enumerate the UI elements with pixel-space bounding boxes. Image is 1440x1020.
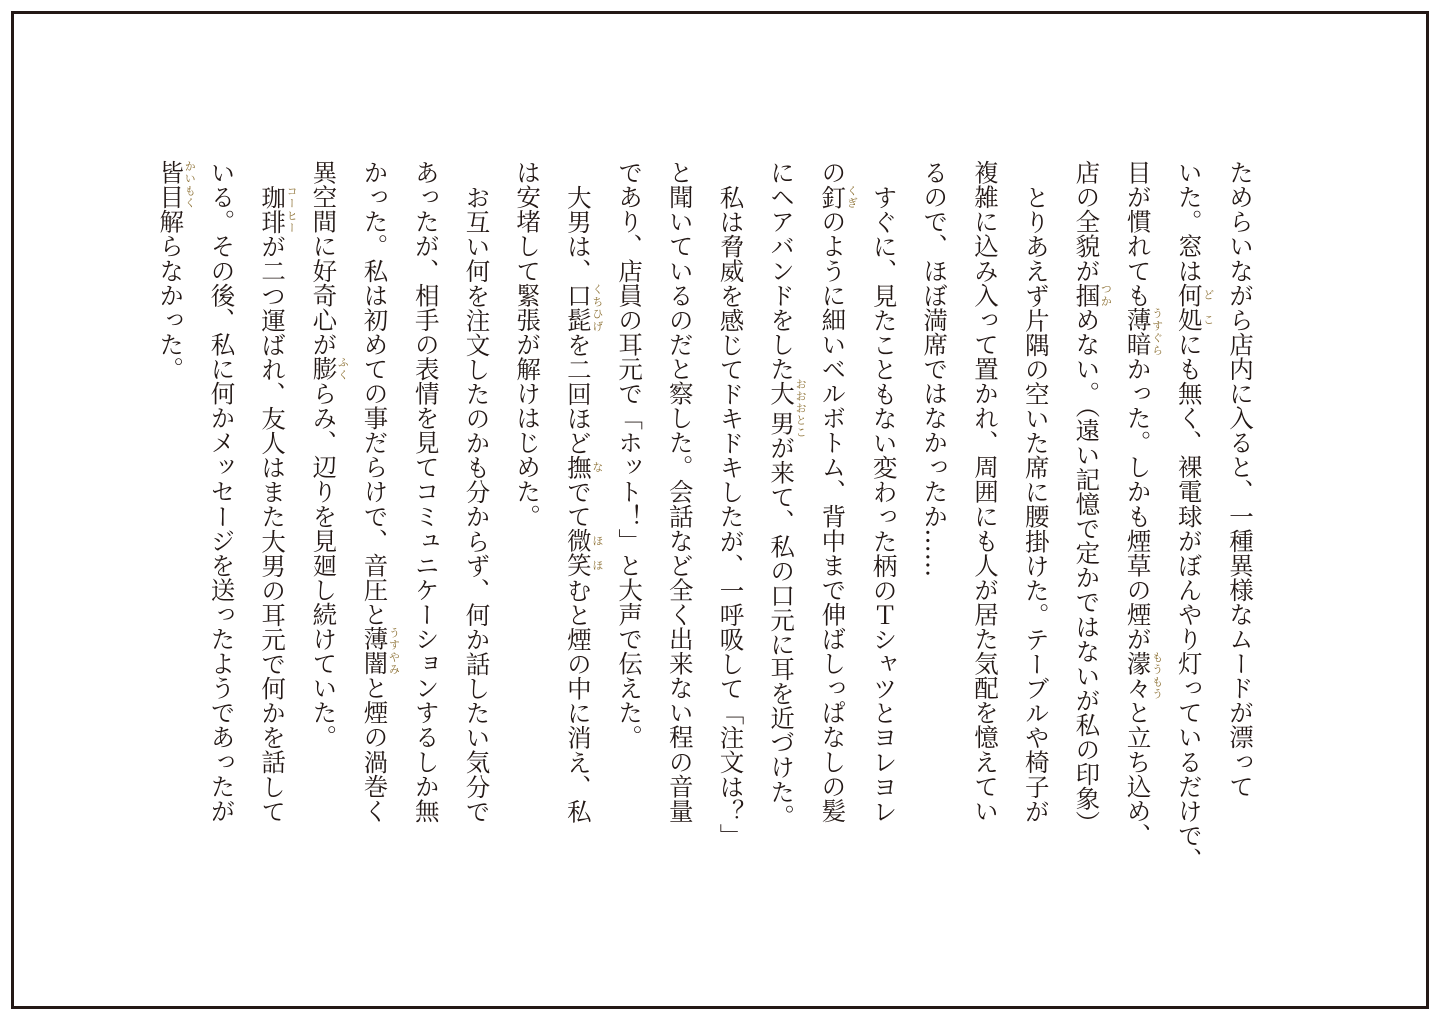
ruby-reading: くぎ	[845, 184, 859, 210]
text-segment: らみ、辺りを見廻し続けていた。	[309, 380, 339, 750]
vertical-text-body	[145, 160, 1265, 895]
text-segment: 目が慣れても	[1123, 160, 1153, 308]
ruby-word	[1072, 282, 1113, 308]
text-segment: いる。その後、私に何かメッセージを送ったようであったが	[207, 160, 237, 823]
ruby-reading: な	[590, 454, 604, 480]
ruby-word	[563, 454, 604, 480]
text-line	[807, 160, 858, 895]
text-segment: の	[818, 160, 848, 185]
text-line	[603, 160, 654, 895]
ruby-base: 口髭	[563, 282, 593, 332]
text-segment: お互い何を注文したのかも分からず、何か話したい気分で	[462, 184, 492, 823]
text-line	[400, 160, 451, 895]
ruby-word	[818, 184, 859, 210]
text-segment: であり、店員の耳元で「ホット！」と大声で伝えた。	[615, 160, 645, 750]
text-segment: かった。私は初めての事だらけで、音圧と	[360, 160, 390, 627]
ruby-base: 薄闇	[360, 626, 390, 676]
text-line	[755, 160, 806, 895]
text-segment: と聞いているのだと察した。会話など全く出来ない程の音量	[665, 160, 695, 823]
text-line	[1163, 160, 1214, 895]
text-line	[654, 160, 705, 895]
text-line	[1214, 160, 1265, 895]
text-segment: とりあえず片隅の空いた席に腰掛けた。テーブルや椅子が	[1021, 184, 1051, 823]
ruby-reading: おおおとこ	[794, 378, 808, 439]
text-segment: るので、ほぼ満席ではなかったか……	[920, 160, 950, 578]
text-segment: と立ち込め、	[1123, 700, 1153, 848]
ruby-reading: どこ	[1201, 282, 1215, 332]
text-segment: めない。（遠い記憶で定かではないが私の印象）	[1072, 307, 1102, 836]
text-segment: かった。しかも煙草の煙が	[1123, 356, 1153, 652]
ruby-reading: かいもく	[183, 160, 197, 210]
text-segment: でて	[563, 479, 593, 529]
text-segment: 異空間に好奇心が	[309, 160, 339, 357]
text-segment: が来て、私の口元に耳を近づけた。	[767, 435, 797, 829]
text-segment: ためらいながら店内に入ると、一種異様なムードが漂って	[1226, 160, 1255, 799]
text-segment: むと煙の中に消え、私	[563, 577, 593, 823]
text-segment: 私は脅威を感じてドキドキしたが、一呼吸して「注文は？」	[716, 184, 746, 848]
ruby-word	[1174, 282, 1215, 332]
ruby-base: 大男	[767, 378, 797, 439]
text-line	[196, 160, 247, 895]
ruby-base: 何処	[1174, 282, 1204, 332]
ruby-reading: うすやみ	[387, 626, 401, 676]
ruby-base: 膨	[309, 356, 339, 381]
text-line	[451, 160, 502, 895]
ruby-reading: コーヒー	[285, 184, 299, 234]
text-line	[246, 160, 297, 895]
text-segment: にも無く、裸電球がぼんやり灯っているだけで、	[1174, 331, 1204, 872]
text-line	[501, 160, 552, 895]
ruby-word	[563, 282, 604, 332]
ruby-base: 撫	[563, 454, 593, 480]
ruby-base: 微笑	[563, 528, 593, 578]
ruby-base: 濛々	[1123, 651, 1153, 701]
ruby-reading: つか	[1099, 282, 1113, 308]
text-segment: いた。窓は	[1174, 160, 1204, 283]
text-segment: すぐに、見たこともない変わった柄のＴシャツとヨレヨレ	[869, 184, 899, 823]
text-line	[298, 160, 349, 895]
ruby-reading: ほほ	[590, 528, 604, 578]
ruby-word	[563, 528, 604, 578]
ruby-reading: ふく	[336, 356, 350, 381]
ruby-reading: うすぐら	[1150, 307, 1164, 357]
ruby-word	[309, 356, 350, 381]
ruby-word	[258, 184, 299, 234]
ruby-base: 掴	[1072, 282, 1102, 308]
text-line	[959, 160, 1010, 895]
ruby-base: 薄暗	[1123, 307, 1153, 357]
ruby-reading: もうもう	[1150, 651, 1164, 701]
ruby-base: 珈琲	[258, 184, 288, 234]
text-segment: あったが、相手の表情を見てコミュニケーションするしか無	[411, 160, 441, 823]
text-line	[552, 160, 603, 895]
text-line	[858, 160, 909, 895]
text-segment: のように細いベルボトム、背中まで伸ばしっぱなしの髪	[818, 209, 848, 823]
ruby-base: 皆目	[156, 160, 186, 210]
ruby-word	[1123, 651, 1164, 701]
ruby-word	[1123, 307, 1164, 357]
text-line	[145, 160, 196, 895]
text-line	[1061, 160, 1112, 895]
text-segment: 大男は、	[563, 184, 593, 283]
text-segment: を二回ほど	[563, 331, 593, 455]
text-segment: と煙の渦巻く	[360, 675, 390, 823]
ruby-word	[360, 626, 401, 676]
ruby-reading: くちひげ	[590, 282, 604, 332]
text-line	[705, 160, 756, 895]
text-segment: 解らなかった。	[156, 209, 186, 381]
text-segment: 複雑に込み入って置かれ、周囲にも人が居た気配を憶えてい	[970, 160, 1000, 823]
text-line	[1010, 160, 1061, 895]
ruby-base: 釘	[818, 184, 848, 210]
text-segment: が二つ運ばれ、友人はまた大男の耳元で何かを話して	[258, 233, 288, 823]
text-segment: にヘアバンドをした	[767, 160, 797, 381]
text-line	[909, 160, 960, 895]
ruby-word	[156, 160, 197, 210]
text-segment: は安堵して緊張が解けはじめた。	[513, 160, 543, 529]
text-line	[1112, 160, 1163, 895]
ruby-word	[767, 378, 808, 439]
text-line	[349, 160, 400, 895]
text-segment: 店の全貌が	[1072, 160, 1102, 283]
